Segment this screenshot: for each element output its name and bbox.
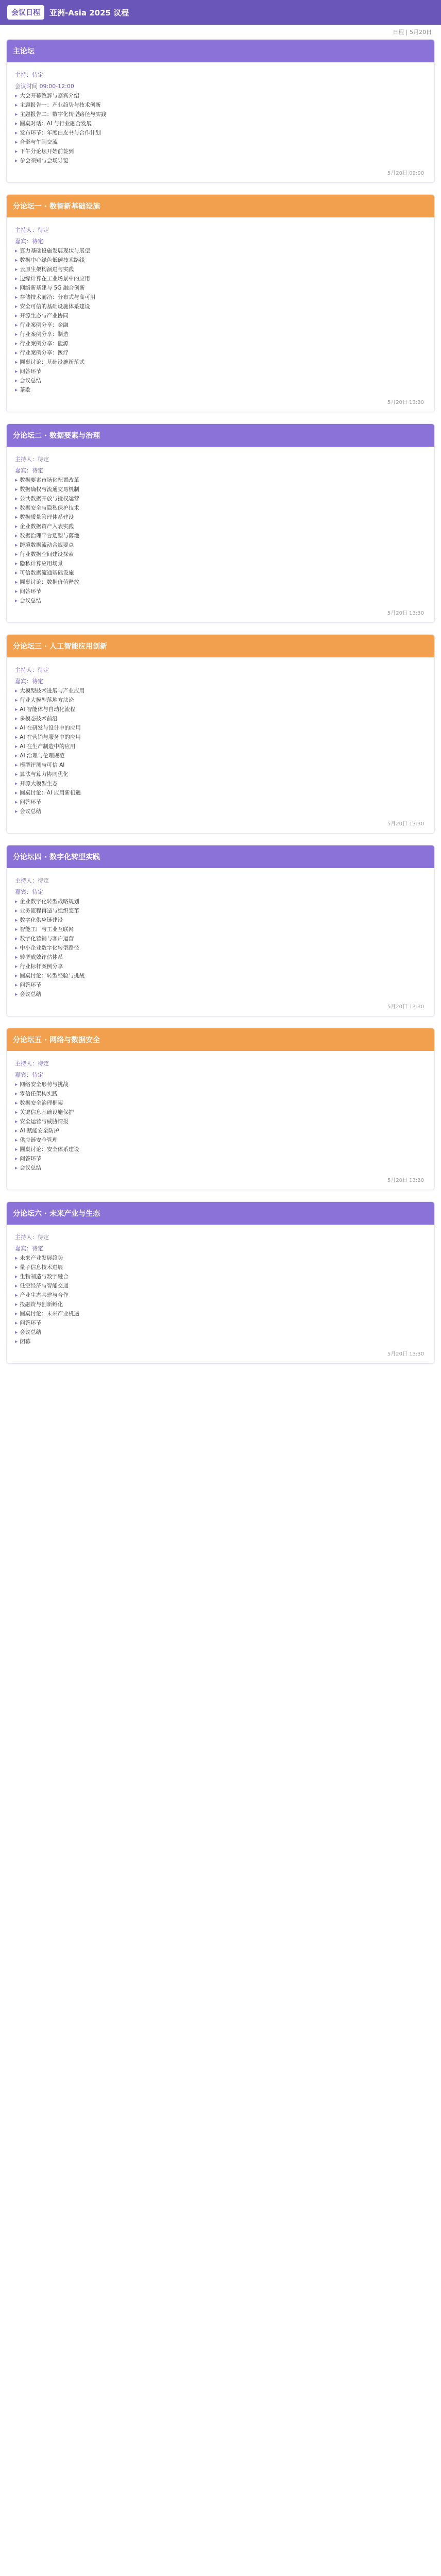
section-title: 分论坛四 · 数字化转型实践 (7, 845, 434, 868)
agenda-item-text: 茶歇 (20, 387, 31, 393)
agenda-item-text: 问答环节 (20, 1320, 42, 1326)
bullet-icon: ▸ (15, 1274, 18, 1280)
section-body (7, 868, 434, 1016)
agenda-item (15, 1338, 426, 1346)
section-title: 主论坛 (7, 40, 434, 62)
bullet-icon: ▸ (15, 899, 18, 905)
sections-container (0, 39, 441, 1364)
section-intro: 主持：待定 (15, 72, 43, 78)
agenda-item (15, 551, 426, 558)
bullet-icon: ▸ (15, 514, 18, 520)
agenda-item (15, 111, 426, 118)
bullet-icon: ▸ (15, 799, 18, 805)
session-section (6, 194, 435, 412)
agenda-item (15, 331, 426, 338)
bullet-icon: ▸ (15, 257, 18, 263)
bullet-icon: ▸ (15, 350, 18, 356)
bullet-icon: ▸ (15, 734, 18, 740)
agenda-item (15, 294, 426, 301)
bullet-icon: ▸ (15, 93, 18, 99)
bullet-icon: ▸ (15, 1128, 18, 1134)
bullet-icon: ▸ (15, 378, 18, 384)
section-body (7, 1225, 434, 1363)
agenda-item-text: 行业案例分享：医疗 (20, 350, 69, 356)
agenda-item (15, 991, 426, 998)
agenda-item (15, 1310, 426, 1318)
agenda-item (15, 1155, 426, 1163)
bullet-icon: ▸ (15, 523, 18, 530)
agenda-item-text: 发布环节：年度白皮书与合作计划 (20, 130, 101, 136)
agenda-item (15, 752, 426, 760)
agenda-item-text: 参会须知与会场导览 (20, 158, 69, 164)
bullet-icon: ▸ (15, 790, 18, 796)
agenda-item (15, 944, 426, 952)
bullet-icon: ▸ (15, 359, 18, 365)
agenda-item (15, 697, 426, 704)
agenda-item-text: AI 治理与伦理规范 (20, 753, 65, 759)
section-footer-time: 5月20日 13:30 (387, 1178, 424, 1183)
bullet-icon: ▸ (15, 716, 18, 722)
agenda-item-text: AI 在生产制造中的应用 (20, 743, 76, 750)
agenda-item-text: 合影与午间交流 (20, 139, 58, 145)
agenda-item-text: 数据安全与隐私保护技术 (20, 505, 79, 511)
agenda-item (15, 1109, 426, 1116)
agenda-item (15, 139, 426, 146)
agenda-item (15, 935, 426, 943)
agenda-item (15, 1292, 426, 1299)
agenda-item-text: 量子信息技术进展 (20, 1264, 63, 1270)
section-footer-time: 5月20日 13:30 (387, 400, 424, 405)
bullet-icon: ▸ (15, 945, 18, 951)
bullet-icon: ▸ (15, 542, 18, 548)
agenda-item-text: 大模型技术进展与产业应用 (20, 688, 85, 694)
agenda-item (15, 303, 426, 311)
agenda-item (15, 148, 426, 156)
section-body (7, 62, 434, 182)
section-intro: 嘉宾：待定 (15, 467, 43, 474)
bullet-icon: ▸ (15, 111, 18, 117)
bullet-icon: ▸ (15, 1137, 18, 1143)
bullet-icon: ▸ (15, 285, 18, 291)
agenda-item-text: 行业标杆案例分享 (20, 963, 63, 970)
agenda-item-text: 生物制造与数字融合 (20, 1274, 69, 1280)
bullet-icon: ▸ (15, 1109, 18, 1115)
agenda-item (15, 1255, 426, 1262)
agenda-item (15, 560, 426, 568)
bullet-icon: ▸ (15, 331, 18, 337)
bullet-icon: ▸ (15, 341, 18, 347)
agenda-item-text: 主题报告二：数字化转型路径与实践 (20, 111, 107, 117)
bullet-icon: ▸ (15, 973, 18, 979)
agenda-item (15, 743, 426, 751)
agenda-item-text: 安全可信的基础设施体系建设 (20, 303, 90, 310)
bullet-icon: ▸ (15, 725, 18, 731)
agenda-item-text: 企业数字化转型战略规划 (20, 899, 79, 905)
agenda-item (15, 514, 426, 521)
bullet-icon: ▸ (15, 313, 18, 319)
agenda-item-text: 安全运营与威胁情报 (20, 1118, 69, 1125)
bullet-icon: ▸ (15, 139, 18, 145)
agenda-item (15, 247, 426, 255)
session-section (6, 845, 435, 1016)
agenda-item (15, 1137, 426, 1144)
section-intro: 嘉宾：待定 (15, 1245, 43, 1252)
page-title: 亚洲-Asia 2025 议程 (49, 8, 129, 18)
bullet-icon: ▸ (15, 579, 18, 585)
agenda-item-text: 智能工厂与工业互联网 (20, 926, 74, 933)
agenda-item-text: 数据确权与流通交易机制 (20, 486, 79, 493)
agenda-item-text: 数据质量管理体系建设 (20, 514, 74, 520)
section-intro: 主持人：待定 (15, 667, 49, 673)
agenda-item-text: 开源生态与产业协同 (20, 313, 69, 319)
bullet-icon: ▸ (15, 148, 18, 155)
section-body (7, 657, 434, 833)
agenda-item-text: 问答环节 (20, 982, 42, 988)
section-intro: 主持人：待定 (15, 227, 49, 233)
agenda-item (15, 1090, 426, 1098)
agenda-item (15, 907, 426, 915)
agenda-item-text: 行业案例分享：能源 (20, 341, 69, 347)
section-intro: 主持人：待定 (15, 1060, 49, 1067)
agenda-item (15, 724, 426, 732)
agenda-item (15, 972, 426, 980)
agenda-item (15, 495, 426, 503)
agenda-item-text: 关键信息基础设施保护 (20, 1109, 74, 1115)
agenda-item (15, 504, 426, 512)
agenda-item-text: 数字化营销与客户运营 (20, 936, 74, 942)
agenda-item-text: 闭幕 (20, 1338, 31, 1345)
bullet-icon: ▸ (15, 1329, 18, 1335)
agenda-item-text: 投融资与创新孵化 (20, 1301, 63, 1308)
agenda-item (15, 1264, 426, 1272)
agenda-item-text: 大会开幕致辞与嘉宾介绍 (20, 93, 79, 99)
agenda-item-text: 低空经济与智能交通 (20, 1283, 69, 1289)
agenda-item (15, 734, 426, 741)
agenda-item (15, 541, 426, 549)
agenda-item-text: 数据中心绿色低碳技术路线 (20, 257, 85, 263)
agenda-item-text: 数据治理平台选型与落地 (20, 533, 79, 539)
agenda-item-text: 多模态技术前沿 (20, 716, 58, 722)
agenda-item-text: AI 智能体与自动化流程 (20, 706, 76, 713)
bullet-icon: ▸ (15, 533, 18, 539)
bullet-icon: ▸ (15, 505, 18, 511)
section-footer-time: 5月20日 09:00 (387, 171, 424, 176)
agenda-item (15, 1273, 426, 1281)
bullet-icon: ▸ (15, 697, 18, 703)
bullet-icon: ▸ (15, 936, 18, 942)
agenda-item-text: 圆桌讨论：AI 应用新机遇 (20, 790, 81, 796)
bullet-icon: ▸ (15, 496, 18, 502)
top-bar (0, 0, 441, 25)
agenda-item-text: 会议总结 (20, 378, 42, 384)
agenda-item-text: AI 在营销与服务中的应用 (20, 734, 81, 740)
bullet-icon: ▸ (15, 1311, 18, 1317)
bullet-icon: ▸ (15, 1301, 18, 1308)
agenda-item-text: 未来产业发展趋势 (20, 1255, 63, 1261)
date-text: 日程 | 5月20日 (393, 29, 432, 36)
bullet-icon: ▸ (15, 1292, 18, 1298)
bullet-icon: ▸ (15, 598, 18, 604)
agenda-item (15, 963, 426, 971)
session-section (6, 634, 435, 834)
agenda-item (15, 579, 426, 586)
agenda-item-text: 主题报告一：产业趋势与技术创新 (20, 102, 101, 108)
agenda-item-text: 产业生态共建与合作 (20, 1292, 69, 1298)
agenda-item-text: 模型评测与可信 AI (20, 762, 65, 768)
agenda-item (15, 981, 426, 989)
section-intro: 主持人：待定 (15, 456, 49, 463)
bullet-icon: ▸ (15, 917, 18, 923)
bullet-icon: ▸ (15, 1283, 18, 1289)
agenda-item (15, 1319, 426, 1327)
bullet-icon: ▸ (15, 1338, 18, 1345)
bullet-icon: ▸ (15, 322, 18, 328)
agenda-item (15, 808, 426, 816)
date-bar (0, 25, 441, 39)
section-title: 分论坛三 · 人工智能应用创新 (7, 635, 434, 657)
agenda-item (15, 321, 426, 329)
bullet-icon: ▸ (15, 477, 18, 483)
agenda-item (15, 340, 426, 348)
agenda-item (15, 761, 426, 769)
agenda-item (15, 715, 426, 723)
bullet-icon: ▸ (15, 1091, 18, 1097)
agenda-item-text: 供应链安全管理 (20, 1137, 58, 1143)
logo: 会议日程 (7, 5, 44, 20)
agenda-item (15, 1099, 426, 1107)
bullet-icon: ▸ (15, 561, 18, 567)
bullet-icon: ▸ (15, 908, 18, 914)
bullet-icon: ▸ (15, 387, 18, 393)
agenda-item-text: 业务流程再造与组织变革 (20, 908, 79, 914)
agenda-item-text: 公共数据开放与授权运营 (20, 496, 79, 502)
agenda-item-text: 会议总结 (20, 808, 42, 815)
agenda-item (15, 477, 426, 484)
bullet-icon: ▸ (15, 771, 18, 777)
agenda-item-text: 隐私计算应用场景 (20, 561, 63, 567)
agenda-item-text: 会议总结 (20, 991, 42, 997)
section-footer-time: 5月20日 13:30 (387, 821, 424, 827)
bullet-icon: ▸ (15, 743, 18, 750)
bullet-icon: ▸ (15, 1081, 18, 1088)
agenda-item-text: 下午分论坛开始前签到 (20, 148, 74, 155)
agenda-item-text: 圆桌讨论：数据价值释放 (20, 579, 79, 585)
agenda-item (15, 486, 426, 494)
bullet-icon: ▸ (15, 102, 18, 108)
section-title: 分论坛六 · 未来产业与生态 (7, 1202, 434, 1225)
agenda-item (15, 597, 426, 605)
bullet-icon: ▸ (15, 130, 18, 136)
bullet-icon: ▸ (15, 982, 18, 988)
agenda-item-text: AI 在研发与设计中的应用 (20, 725, 81, 731)
agenda-item (15, 386, 426, 394)
agenda-item (15, 771, 426, 778)
agenda-item-text: 行业案例分享：制造 (20, 331, 69, 337)
agenda-item-text: 可信数据流通基础设施 (20, 570, 74, 576)
bullet-icon: ▸ (15, 1320, 18, 1326)
section-body (7, 447, 434, 622)
bullet-icon: ▸ (15, 1165, 18, 1171)
agenda-item-text: 中小企业数字化转型路径 (20, 945, 79, 951)
section-intro: 嘉宾：待定 (15, 238, 43, 245)
agenda-item (15, 954, 426, 961)
agenda-item (15, 120, 426, 128)
section-body (7, 217, 434, 412)
bullet-icon: ▸ (15, 926, 18, 933)
agenda-item (15, 1301, 426, 1309)
agenda-item (15, 706, 426, 714)
section-footer-time: 5月20日 13:30 (387, 1004, 424, 1010)
bullet-icon: ▸ (15, 266, 18, 273)
agenda-item (15, 129, 426, 137)
agenda-item (15, 101, 426, 109)
agenda-item (15, 523, 426, 531)
bullet-icon: ▸ (15, 1146, 18, 1153)
agenda-item-text: 圆桌对话：AI 与行业融合发展 (20, 121, 92, 127)
bullet-icon: ▸ (15, 954, 18, 960)
agenda-item-text: 跨境数据流动合规要点 (20, 542, 74, 548)
agenda-item-text: 会议总结 (20, 1329, 42, 1335)
section-title: 分论坛二 · 数据要素与治理 (7, 424, 434, 447)
agenda-item-text: 会议总结 (20, 1165, 42, 1171)
agenda-item-text: 边缘计算在工业场景中的应用 (20, 276, 90, 282)
session-section (6, 39, 435, 183)
section-body (7, 1051, 434, 1190)
bullet-icon: ▸ (15, 121, 18, 127)
session-section (6, 1201, 435, 1364)
agenda-item-text: 问答环节 (20, 368, 42, 375)
bullet-icon: ▸ (15, 1255, 18, 1261)
bullet-icon: ▸ (15, 248, 18, 254)
agenda-item (15, 266, 426, 274)
section-intro: 嘉宾：待定 (15, 1072, 43, 1078)
agenda-item (15, 359, 426, 366)
agenda-item (15, 1127, 426, 1135)
agenda-item-text: 圆桌讨论：未来产业机遇 (20, 1311, 79, 1317)
agenda-item (15, 687, 426, 695)
agenda-item (15, 92, 426, 100)
agenda-item-text: 会议总结 (20, 598, 42, 604)
agenda-item (15, 1282, 426, 1290)
bullet-icon: ▸ (15, 588, 18, 595)
agenda-item (15, 588, 426, 596)
agenda-item (15, 1164, 426, 1172)
bullet-icon: ▸ (15, 158, 18, 164)
agenda-item-text: 转型成效评估体系 (20, 954, 63, 960)
agenda-item (15, 898, 426, 906)
bullet-icon: ▸ (15, 276, 18, 282)
agenda-item (15, 368, 426, 376)
bullet-icon: ▸ (15, 1264, 18, 1270)
session-section (6, 1028, 435, 1190)
agenda-item (15, 789, 426, 797)
agenda-item-text: 数据安全治理框架 (20, 1100, 63, 1106)
agenda-item-text: 行业数据空间建设探索 (20, 551, 74, 557)
bullet-icon: ▸ (15, 303, 18, 310)
agenda-item (15, 312, 426, 320)
bullet-icon: ▸ (15, 1118, 18, 1125)
agenda-item (15, 157, 426, 165)
section-title: 分论坛五 · 网络与数据安全 (7, 1028, 434, 1051)
section-intro: 嘉宾：待定 (15, 678, 43, 685)
agenda-item (15, 284, 426, 292)
section-footer-time: 5月20日 13:30 (387, 1351, 424, 1357)
agenda-item-text: 问答环节 (20, 588, 42, 595)
agenda-item-text: 网络安全形势与挑战 (20, 1081, 69, 1088)
agenda-item-text: 数据要素市场化配置改革 (20, 477, 79, 483)
agenda-item-text: 数字化供应链建设 (20, 917, 63, 923)
agenda-item-text: 问答环节 (20, 799, 42, 805)
agenda-item (15, 1081, 426, 1089)
section-intro: 会议时间 09:00-12:00 (15, 83, 74, 90)
bullet-icon: ▸ (15, 570, 18, 576)
section-title: 分论坛一 · 数智新基础设施 (7, 195, 434, 217)
agenda-item (15, 257, 426, 264)
bullet-icon: ▸ (15, 1100, 18, 1106)
bullet-icon: ▸ (15, 781, 18, 787)
agenda-item (15, 917, 426, 924)
agenda-item-text: 圆桌讨论：安全体系建设 (20, 1146, 79, 1153)
bullet-icon: ▸ (15, 294, 18, 300)
agenda-item-text: 行业大模型落地方法论 (20, 697, 74, 703)
bullet-icon: ▸ (15, 1156, 18, 1162)
agenda-item-text: 算力基础设施发展现状与展望 (20, 248, 90, 254)
bullet-icon: ▸ (15, 808, 18, 815)
agenda-item-text: 问答环节 (20, 1156, 42, 1162)
session-section (6, 423, 435, 623)
bullet-icon: ▸ (15, 963, 18, 970)
section-intro: 主持人：待定 (15, 1234, 49, 1241)
bullet-icon: ▸ (15, 551, 18, 557)
bullet-icon: ▸ (15, 991, 18, 997)
agenda-item (15, 377, 426, 385)
agenda-item-text: 存储技术前沿：分布式与高可用 (20, 294, 96, 300)
agenda-item (15, 1329, 426, 1336)
agenda-item (15, 349, 426, 357)
agenda-item (15, 1118, 426, 1126)
agenda-item-text: 云原生架构演进与实践 (20, 266, 74, 273)
section-intro: 主持人：待定 (15, 877, 49, 884)
bullet-icon: ▸ (15, 688, 18, 694)
agenda-item (15, 799, 426, 806)
agenda-item (15, 1146, 426, 1154)
agenda-item-text: 网络新基建与 5G 融合创新 (20, 285, 85, 291)
bullet-icon: ▸ (15, 706, 18, 713)
agenda-item (15, 926, 426, 934)
agenda-item-text: 圆桌讨论：转型经验与挑战 (20, 973, 85, 979)
agenda-item-text: AI 赋能安全防护 (20, 1128, 59, 1134)
agenda-item-text: 行业案例分享：金融 (20, 322, 69, 328)
agenda-item-text: 企业数据资产入表实践 (20, 523, 74, 530)
agenda-item (15, 569, 426, 577)
bullet-icon: ▸ (15, 486, 18, 493)
agenda-item-text: 开源大模型生态 (20, 781, 58, 787)
bullet-icon: ▸ (15, 368, 18, 375)
agenda-item (15, 780, 426, 788)
agenda-item-text: 圆桌讨论：基础设施新范式 (20, 359, 85, 365)
bullet-icon: ▸ (15, 753, 18, 759)
bullet-icon: ▸ (15, 762, 18, 768)
section-footer-time: 5月20日 13:30 (387, 611, 424, 616)
agenda-item-text: 零信任架构实践 (20, 1091, 58, 1097)
section-intro: 嘉宾：待定 (15, 889, 43, 895)
agenda-item (15, 532, 426, 540)
agenda-item-text: 算法与算力协同优化 (20, 771, 69, 777)
agenda-item (15, 275, 426, 283)
